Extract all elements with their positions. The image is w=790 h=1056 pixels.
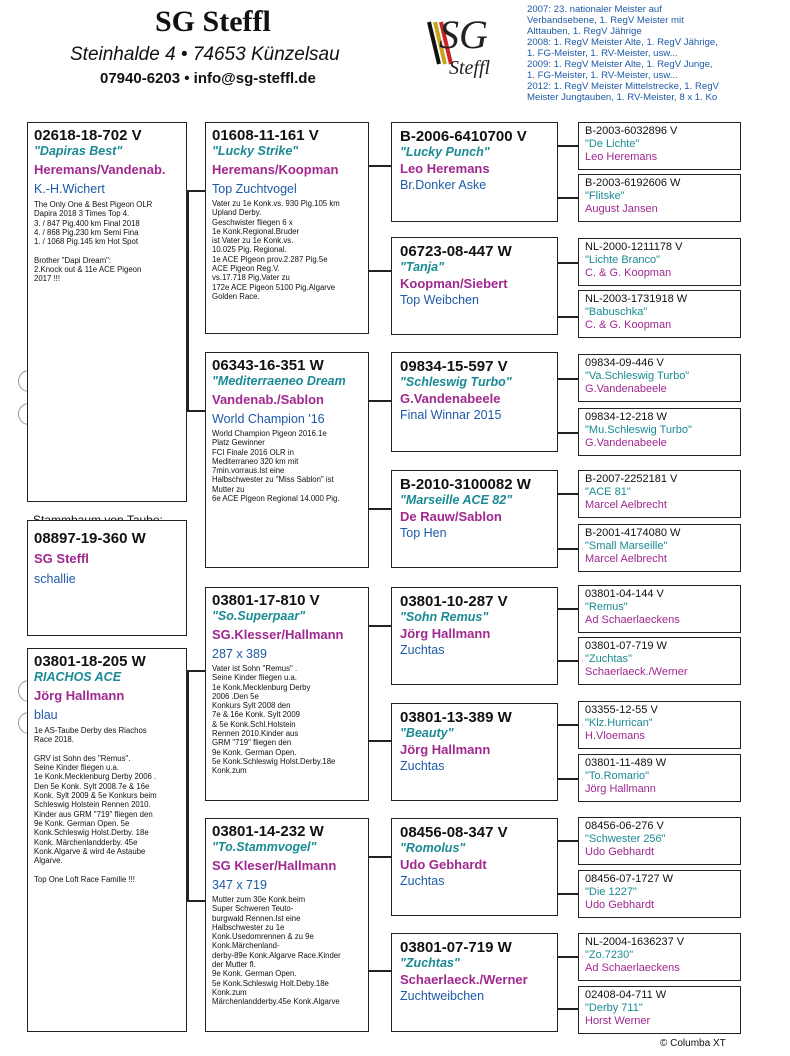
connector-line	[558, 956, 578, 958]
description: The Only One & Best Pigeon OLR Dapira 2018 3 Times Top 4. 3. / 847 Pig.400 km Final 2018 4. / 868 Pig.230 km Semi Fina 1. / 1068 Pig.145 km Hot Spot Brother "Dapi Dream": 2.Knock out & 11e ACE Pigeon 2017 !!!	[34, 200, 153, 284]
great-grandparent-card[interactable]	[391, 470, 558, 568]
ring-number: B-2006-6410700 V	[400, 128, 527, 145]
connector-line	[369, 400, 391, 402]
pigeon-name: "Dapiras Best"	[34, 144, 123, 158]
pigeon-name: "Sohn Remus"	[400, 610, 489, 624]
description: Mutter zum 30e Konk.beim Super Schweren Teuto- burgwald Rennen.Ist eine Halbschwester zu 1e Konk.Usedomrennen & zu 9e Konk.Märchenland- derby-89e Konk.Algarve Race.Kinder der Mutter fl. 9e Konk. German Open. 5e Konk.Schleswig Holt.Deby.18e Konk.zum Märchenlandderby.45e Konk.Algarve	[212, 895, 341, 1007]
breeder: Jörg Hallmann	[585, 783, 656, 795]
ancestor-card[interactable]	[578, 817, 741, 865]
ring-number: NL-2004-1636237 V	[585, 936, 685, 948]
color-field: 287 x 389	[212, 647, 267, 661]
ring-number: B-2003-6192606 W	[585, 177, 681, 189]
ring-number: B-2003-6032896 V	[585, 125, 678, 137]
connector-line	[558, 893, 578, 895]
ring-number: 09834-12-218 W	[585, 411, 667, 423]
breeder: Schaerlaeck./Werner	[585, 666, 688, 678]
color-field: Top Zuchtvogel	[212, 182, 297, 196]
ring-number: 03801-04-144 V	[585, 588, 664, 600]
breeder: Jörg Hallmann	[34, 688, 125, 703]
connector-line	[369, 625, 391, 627]
pigeon-name: "Mu.Schleswig Turbo"	[585, 424, 692, 436]
ring-number: 03801-13-389 W	[400, 709, 512, 726]
ring-number: 03355-12-55 V	[585, 704, 658, 716]
breeder: G.Vandenabeele	[400, 391, 501, 406]
grandparent-card[interactable]	[205, 352, 369, 568]
connector-line	[187, 670, 189, 900]
breeder: Horst Werner	[585, 1015, 651, 1027]
pigeon-name: "Lucky Strike"	[212, 144, 299, 158]
connector-line	[558, 840, 578, 842]
great-grandparent-card[interactable]	[391, 933, 558, 1032]
pigeon-name: "To.Stammvogel"	[212, 840, 317, 854]
connector-line	[369, 856, 391, 858]
pigeon-name: "Zo.7230"	[585, 949, 634, 961]
connector-line	[369, 165, 391, 167]
great-grandparent-card[interactable]	[391, 352, 558, 452]
ring-number: 01608-11-161 V	[212, 127, 319, 144]
description: 1e AS-Taube Derby des Riachos Race 2018. GRV ist Sohn des "Remus". Seine Kinder fliegen u.a. 1e Konk.Mecklenburg Derby 2006 . Den 5e Konk. Sylt 2008.7e & 16e Konk. Sylt 2009 & 5e Konkurs beim Schleswig Holstein Rennen 2010. Kinder aus GRM "719" fliegen den 9e Konk. German Open. 5e Konk.Schleswig Holst.Derby. 18e Konk. Märchenlandderby. 45e Konk.Algarve & wird 4e Astaube Algarve. Top One Loft Race Familie !!!	[34, 726, 157, 884]
ancestor-card[interactable]	[578, 870, 741, 918]
breeder: Marcel Aelbrecht	[585, 499, 667, 511]
svg-text:SG: SG	[439, 12, 488, 57]
pigeon-name: "Flitske"	[585, 190, 625, 202]
ring-number: 03801-18-205 W	[34, 653, 146, 670]
pigeon-name: "Zuchtas"	[400, 956, 460, 970]
pigeon-name: "To.Romario"	[585, 770, 650, 782]
father-card[interactable]	[27, 122, 187, 502]
connector-line	[369, 508, 391, 510]
breeder: August Jansen	[585, 203, 658, 215]
color-field: Final Winnar 2015	[400, 408, 502, 422]
breeder: Marcel Aelbrecht	[585, 553, 667, 565]
pigeon-name: "Schleswig Turbo"	[400, 375, 512, 389]
ring-number: 02408-04-711 W	[585, 989, 667, 1001]
connector-line	[187, 190, 205, 192]
connector-line	[187, 670, 205, 672]
ring-number: 09834-15-597 V	[400, 358, 508, 375]
description: World Champion Pigeon 2016.1e Platz Gewinner FCI Finale 2016 OLR in Mediterraneo 320 km mit 7min.vorraus.Ist eine Halbschwester zu "Miss Sablon" ist Mutter zu 6e ACE Pigeon Regional 14.000 Pig.	[212, 429, 340, 504]
color-field: blau	[34, 708, 58, 722]
breeder: Udo Gebhardt	[400, 857, 487, 872]
ring-number: NL-2003-1731918 W	[585, 293, 688, 305]
ring-number: 03801-17-810 V	[212, 592, 320, 609]
breeder: SG.Klesser/Hallmann	[212, 627, 344, 642]
connector-line	[558, 548, 578, 550]
great-grandparent-card[interactable]	[391, 818, 558, 916]
ring-number: 03801-07-719 W	[400, 939, 512, 956]
pigeon-name: "Lichte Branco"	[585, 254, 661, 266]
description: Vater zu 1e Konk.vs. 930 Pig.105 km Upland Derby. Geschwister fliegen 6 x 1e Konk.Regional.Bruder ist Vater zu 1e Konk.vs. 10.025 Pig. Regional. 1e ACE Pigeon prov.2.287 Pig.5e ACE Pigeon Reg.V. vs.17.718 Pig.Vater zu 172e ACE Pigeon 5100 Pig.Algarve Golden Race.	[212, 199, 340, 301]
pigeon-name: "Romolus"	[400, 841, 466, 855]
svg-text:Steffl: Steffl	[449, 57, 491, 78]
ancestor-card[interactable]	[578, 470, 741, 518]
color-field: Top Hen	[400, 526, 447, 540]
ring-number: 06343-16-351 W	[212, 357, 324, 374]
ancestor-card[interactable]	[578, 585, 741, 633]
ancestor-card[interactable]	[578, 174, 741, 222]
pigeon-name: "Va.Schleswig Turbo"	[585, 370, 690, 382]
copyright-notice: © Columba XT	[660, 1038, 726, 1049]
color-field: schallie	[34, 572, 76, 586]
breeder: Leo Heremans	[585, 151, 658, 163]
page-title: SG Steffl	[155, 5, 271, 38]
contact: 07940-6203 • info@sg-steffl.de	[100, 70, 316, 87]
pigeon-name: "De Lichte"	[585, 138, 640, 150]
achievements-text: 2007: 23. nationaler Meister auf Verbandsebene, 1. RegV Meister mit Alttauben, 1. RegV Jährige 2008: 1. RegV Meister Alte, 1. RegV Jährige, 1. FG-Meister, 1. RV-Meister, usw... 2009: 1. RegV Meister Alte, 1. RegV Junge, 1. FG-Meister, 1. RV-Meister, usw... 2012: 1. RegV Meister Mittelstrecke, 1. RegV Meister Jungtauben, 1. RV-Meister, 8 x 1. Ko	[527, 4, 719, 103]
ring-number: 09834-09-446 V	[585, 357, 664, 369]
ring-number: B-2010-3100082 W	[400, 476, 531, 493]
ancestor-card[interactable]	[578, 637, 741, 685]
great-grandparent-card[interactable]	[391, 703, 558, 801]
breeder: Leo Heremans	[400, 161, 490, 176]
color-field: Zuchtas	[400, 759, 445, 773]
connector-line	[558, 724, 578, 726]
ring-number: 08897-19-360 W	[34, 530, 146, 547]
connector-line	[187, 410, 205, 412]
connector-line	[558, 608, 578, 610]
breeder: Jörg Hallmann	[400, 626, 491, 641]
color-field: K.-H.Wichert	[34, 182, 105, 196]
pigeon-name: "Beauty"	[400, 726, 454, 740]
color-field: Zuchtas	[400, 874, 445, 888]
color-field: World Champion '16	[212, 412, 325, 426]
connector-line	[369, 270, 391, 272]
connector-line	[369, 740, 391, 742]
connector-line	[187, 900, 205, 902]
ancestor-card[interactable]	[578, 986, 741, 1034]
ring-number: 03801-07-719 W	[585, 640, 667, 652]
ancestor-card[interactable]	[578, 122, 741, 170]
great-grandparent-card[interactable]	[391, 587, 558, 685]
ring-number: 06723-08-447 W	[400, 243, 512, 260]
ring-number: 08456-08-347 V	[400, 824, 508, 841]
grandparent-card[interactable]	[205, 587, 369, 801]
color-field: Zuchtas	[400, 643, 445, 657]
breeder: Koopman/Siebert	[400, 276, 508, 291]
color-field: 347 x 719	[212, 878, 267, 892]
breeder: Heremans/Koopman	[212, 162, 339, 177]
connector-line	[369, 970, 391, 972]
grandparent-card[interactable]	[205, 122, 369, 334]
breeder: Udo Gebhardt	[585, 846, 655, 858]
pigeon-name: "Derby 711"	[585, 1002, 643, 1014]
club-logo	[415, 8, 497, 78]
great-grandparent-card[interactable]	[391, 237, 558, 335]
ancestor-card[interactable]	[578, 290, 741, 338]
connector-line	[558, 316, 578, 318]
mother-card[interactable]	[27, 648, 187, 1032]
ring-number: B-2007-2252181 V	[585, 473, 678, 485]
pigeon-name: "Small Marseille"	[585, 540, 668, 552]
connector-line	[558, 378, 578, 380]
description: Vater ist Sohn "Remus" . Seine Kinder fliegen u.a. 1e Konk.Mecklenburg Derby 2006 .Den 5e Konkurs Sylt 2008 den 7e & 16e Konk. Sylt 2009 & 5e Konk.Schl.Holstein Rennen 2010.Kinder aus GRM "719" fliegen den 9e Konk. German Open. 5e Konk.Schleswig Holst.Derby.18e Konk.zum	[212, 664, 336, 776]
ring-number: B-2001-4174080 W	[585, 527, 681, 539]
connector-line	[558, 1008, 578, 1010]
breeder: G.Vandenabeele	[585, 383, 667, 395]
connector-line	[558, 197, 578, 199]
subject-pigeon-card[interactable]	[27, 520, 187, 636]
connector-line	[558, 262, 578, 264]
connector-line	[558, 660, 578, 662]
breeder: C. & G. Koopman	[585, 267, 672, 279]
ancestor-card[interactable]	[578, 933, 741, 981]
connector-line	[558, 778, 578, 780]
pigeon-name: "Zuchtas"	[585, 653, 632, 665]
pigeon-name: RIACHOS ACE	[34, 670, 122, 684]
ring-number: 03801-14-232 W	[212, 823, 324, 840]
breeder: Schaerlaeck./Werner	[400, 972, 528, 987]
pigeon-name: "ACE 81"	[585, 486, 631, 498]
ring-number: 08456-06-276 V	[585, 820, 664, 832]
ancestor-card[interactable]	[578, 754, 741, 802]
breeder: Udo Gebhardt	[585, 899, 655, 911]
address: Steinhalde 4 • 74653 Künzelsau	[70, 44, 340, 65]
pigeon-name: "Remus"	[585, 601, 628, 613]
breeder: Ad Schaerlaeckens	[585, 614, 680, 626]
pigeon-name: "Schwester 256"	[585, 833, 666, 845]
connector-line	[558, 432, 578, 434]
connector-line	[558, 145, 578, 147]
color-field: Top Weibchen	[400, 293, 479, 307]
breeder: H.Vloemans	[585, 730, 645, 742]
ancestor-card[interactable]	[578, 238, 741, 286]
ancestor-card[interactable]	[578, 354, 741, 402]
ancestor-card[interactable]	[578, 408, 741, 456]
pigeon-name: "Mediterraeneo Dream	[212, 374, 346, 388]
breeder: G.Vandenabeele	[585, 437, 667, 449]
breeder: De Rauw/Sablon	[400, 509, 502, 524]
breeder: Vandenab./Sablon	[212, 392, 324, 407]
color-field: Br.Donker Aske	[400, 178, 487, 192]
ring-number: 08456-07-1727 W	[585, 873, 674, 885]
ring-number: 02618-18-702 V	[34, 127, 142, 144]
breeder: SG Steffl	[34, 551, 89, 566]
pigeon-name: "Tanja"	[400, 260, 445, 274]
pigeon-name: "Marseille ACE 82"	[400, 493, 513, 507]
connector-line	[187, 190, 189, 410]
pigeon-name: "So.Superpaar"	[212, 609, 306, 623]
breeder: Jörg Hallmann	[400, 742, 491, 757]
pigeon-name: "Klz.Hurrican"	[585, 717, 653, 729]
breeder: Ad Schaerlaeckens	[585, 962, 680, 974]
ring-number: NL-2000-1211178 V	[585, 241, 683, 253]
color-field: Zuchtweibchen	[400, 989, 485, 1003]
pigeon-name: "Die 1227"	[585, 886, 637, 898]
pigeon-name: "Lucky Punch"	[400, 145, 490, 159]
connector-line	[558, 493, 578, 495]
ring-number: 03801-10-287 V	[400, 593, 508, 610]
ring-number: 03801-11-489 W	[585, 757, 667, 769]
breeder: SG Kleser/Hallmann	[212, 858, 337, 873]
ancestor-card[interactable]	[578, 701, 741, 749]
pigeon-name: "Babuschka"	[585, 306, 648, 318]
grandparent-card[interactable]	[205, 818, 369, 1032]
breeder: C. & G. Koopman	[585, 319, 672, 331]
great-grandparent-card[interactable]	[391, 122, 558, 222]
breeder: Heremans/Vandenab.	[34, 162, 166, 177]
ancestor-card[interactable]	[578, 524, 741, 572]
